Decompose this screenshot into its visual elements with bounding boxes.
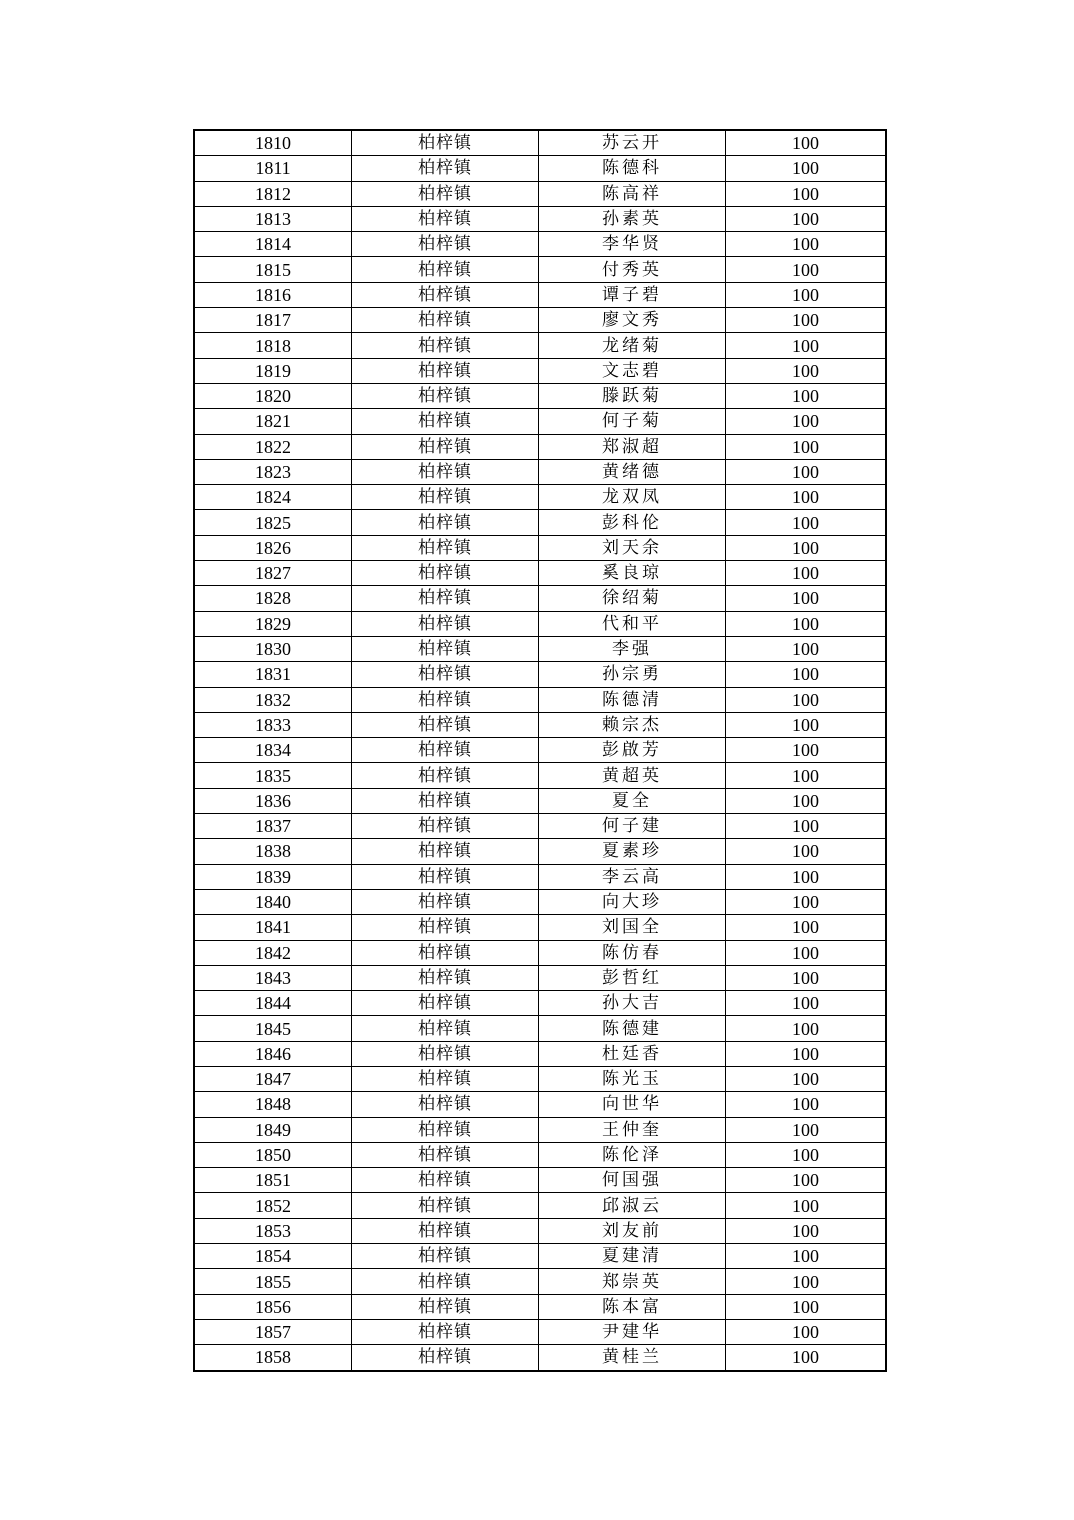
person-name-cell: 杜廷香 bbox=[539, 1041, 726, 1066]
table-row bbox=[194, 839, 886, 864]
person-name-cell: 苏云开 bbox=[539, 130, 726, 156]
amount-cell: 100 bbox=[726, 383, 887, 408]
person-name-cell: 李华贤 bbox=[539, 232, 726, 257]
table-row bbox=[194, 1193, 886, 1218]
town-cell: 柏梓镇 bbox=[352, 915, 539, 940]
amount-cell: 100 bbox=[726, 1168, 887, 1193]
person-name-cell: 龙绪菊 bbox=[539, 333, 726, 358]
table-row bbox=[194, 1066, 886, 1091]
row-number-cell: 1826 bbox=[194, 535, 352, 560]
row-number-cell: 1821 bbox=[194, 409, 352, 434]
town-cell: 柏梓镇 bbox=[352, 738, 539, 763]
person-name-cell: 谭子碧 bbox=[539, 282, 726, 307]
amount-cell: 100 bbox=[726, 1218, 887, 1243]
town-cell: 柏梓镇 bbox=[352, 940, 539, 965]
person-name-cell: 何国强 bbox=[539, 1168, 726, 1193]
person-name-cell: 徐绍菊 bbox=[539, 586, 726, 611]
amount-cell: 100 bbox=[726, 687, 887, 712]
person-name-cell: 夏全 bbox=[539, 788, 726, 813]
table-row bbox=[194, 181, 886, 206]
table-row bbox=[194, 232, 886, 257]
table-row bbox=[194, 535, 886, 560]
person-name-cell: 向世华 bbox=[539, 1092, 726, 1117]
amount-cell: 100 bbox=[726, 1294, 887, 1319]
row-number-cell: 1842 bbox=[194, 940, 352, 965]
table-row bbox=[194, 434, 886, 459]
row-number-cell: 1824 bbox=[194, 485, 352, 510]
table-row bbox=[194, 1319, 886, 1344]
town-cell: 柏梓镇 bbox=[352, 1092, 539, 1117]
table-row bbox=[194, 282, 886, 307]
amount-cell: 100 bbox=[726, 788, 887, 813]
town-cell: 柏梓镇 bbox=[352, 1193, 539, 1218]
row-number-cell: 1849 bbox=[194, 1117, 352, 1142]
row-number-cell: 1816 bbox=[194, 282, 352, 307]
row-number-cell: 1811 bbox=[194, 156, 352, 181]
person-name-cell: 赖宗杰 bbox=[539, 712, 726, 737]
row-number-cell: 1823 bbox=[194, 459, 352, 484]
person-name-cell: 邱淑云 bbox=[539, 1193, 726, 1218]
town-cell: 柏梓镇 bbox=[352, 308, 539, 333]
person-name-cell: 奚良琼 bbox=[539, 561, 726, 586]
amount-cell: 100 bbox=[726, 1345, 887, 1371]
table-row bbox=[194, 1142, 886, 1167]
person-name-cell: 文志碧 bbox=[539, 358, 726, 383]
amount-cell: 100 bbox=[726, 1016, 887, 1041]
person-name-cell: 刘友前 bbox=[539, 1218, 726, 1243]
town-cell: 柏梓镇 bbox=[352, 1345, 539, 1371]
town-cell: 柏梓镇 bbox=[352, 1218, 539, 1243]
person-name-cell: 郑崇英 bbox=[539, 1269, 726, 1294]
table-row bbox=[194, 1117, 886, 1142]
town-cell: 柏梓镇 bbox=[352, 510, 539, 535]
table-row bbox=[194, 459, 886, 484]
row-number-cell: 1819 bbox=[194, 358, 352, 383]
person-name-cell: 陈光玉 bbox=[539, 1066, 726, 1091]
row-number-cell: 1858 bbox=[194, 1345, 352, 1371]
town-cell: 柏梓镇 bbox=[352, 662, 539, 687]
table-row bbox=[194, 383, 886, 408]
table-row bbox=[194, 156, 886, 181]
person-name-cell: 孙宗勇 bbox=[539, 662, 726, 687]
town-cell: 柏梓镇 bbox=[352, 257, 539, 282]
data-table bbox=[193, 129, 887, 1372]
town-cell: 柏梓镇 bbox=[352, 991, 539, 1016]
town-cell: 柏梓镇 bbox=[352, 434, 539, 459]
person-name-cell: 龙双凤 bbox=[539, 485, 726, 510]
table-row bbox=[194, 864, 886, 889]
person-name-cell: 郑淑超 bbox=[539, 434, 726, 459]
amount-cell: 100 bbox=[726, 535, 887, 560]
table-row bbox=[194, 485, 886, 510]
town-cell: 柏梓镇 bbox=[352, 1041, 539, 1066]
table-row bbox=[194, 1218, 886, 1243]
town-cell: 柏梓镇 bbox=[352, 561, 539, 586]
town-cell: 柏梓镇 bbox=[352, 763, 539, 788]
person-name-cell: 陈德科 bbox=[539, 156, 726, 181]
amount-cell: 100 bbox=[726, 434, 887, 459]
table-row bbox=[194, 940, 886, 965]
town-cell: 柏梓镇 bbox=[352, 282, 539, 307]
person-name-cell: 黄桂兰 bbox=[539, 1345, 726, 1371]
table-row bbox=[194, 712, 886, 737]
table-row bbox=[194, 130, 886, 156]
person-name-cell: 孙素英 bbox=[539, 206, 726, 231]
row-number-cell: 1850 bbox=[194, 1142, 352, 1167]
amount-cell: 100 bbox=[726, 712, 887, 737]
town-cell: 柏梓镇 bbox=[352, 1117, 539, 1142]
row-number-cell: 1817 bbox=[194, 308, 352, 333]
town-cell: 柏梓镇 bbox=[352, 1142, 539, 1167]
amount-cell: 100 bbox=[726, 940, 887, 965]
amount-cell: 100 bbox=[726, 181, 887, 206]
row-number-cell: 1818 bbox=[194, 333, 352, 358]
town-cell: 柏梓镇 bbox=[352, 586, 539, 611]
table-row bbox=[194, 333, 886, 358]
row-number-cell: 1853 bbox=[194, 1218, 352, 1243]
row-number-cell: 1825 bbox=[194, 510, 352, 535]
person-name-cell: 彭哲红 bbox=[539, 965, 726, 990]
town-cell: 柏梓镇 bbox=[352, 156, 539, 181]
town-cell: 柏梓镇 bbox=[352, 130, 539, 156]
person-name-cell: 彭科伦 bbox=[539, 510, 726, 535]
row-number-cell: 1812 bbox=[194, 181, 352, 206]
amount-cell: 100 bbox=[726, 485, 887, 510]
amount-cell: 100 bbox=[726, 333, 887, 358]
town-cell: 柏梓镇 bbox=[352, 889, 539, 914]
row-number-cell: 1815 bbox=[194, 257, 352, 282]
row-number-cell: 1833 bbox=[194, 712, 352, 737]
person-name-cell: 陈本富 bbox=[539, 1294, 726, 1319]
town-cell: 柏梓镇 bbox=[352, 232, 539, 257]
row-number-cell: 1832 bbox=[194, 687, 352, 712]
amount-cell: 100 bbox=[726, 561, 887, 586]
town-cell: 柏梓镇 bbox=[352, 535, 539, 560]
person-name-cell: 李强 bbox=[539, 636, 726, 661]
row-number-cell: 1822 bbox=[194, 434, 352, 459]
row-number-cell: 1840 bbox=[194, 889, 352, 914]
row-number-cell: 1827 bbox=[194, 561, 352, 586]
amount-cell: 100 bbox=[726, 282, 887, 307]
amount-cell: 100 bbox=[726, 611, 887, 636]
town-cell: 柏梓镇 bbox=[352, 1066, 539, 1091]
table-row bbox=[194, 586, 886, 611]
person-name-cell: 李云高 bbox=[539, 864, 726, 889]
table-row bbox=[194, 358, 886, 383]
amount-cell: 100 bbox=[726, 130, 887, 156]
row-number-cell: 1839 bbox=[194, 864, 352, 889]
table-row bbox=[194, 1345, 886, 1371]
town-cell: 柏梓镇 bbox=[352, 611, 539, 636]
amount-cell: 100 bbox=[726, 889, 887, 914]
table-row bbox=[194, 1244, 886, 1269]
row-number-cell: 1829 bbox=[194, 611, 352, 636]
town-cell: 柏梓镇 bbox=[352, 1294, 539, 1319]
row-number-cell: 1820 bbox=[194, 383, 352, 408]
table-row bbox=[194, 763, 886, 788]
amount-cell: 100 bbox=[726, 965, 887, 990]
amount-cell: 100 bbox=[726, 864, 887, 889]
table-row bbox=[194, 991, 886, 1016]
town-cell: 柏梓镇 bbox=[352, 687, 539, 712]
person-name-cell: 尹建华 bbox=[539, 1319, 726, 1344]
table-row bbox=[194, 1294, 886, 1319]
table-row bbox=[194, 1092, 886, 1117]
town-cell: 柏梓镇 bbox=[352, 333, 539, 358]
table-row bbox=[194, 965, 886, 990]
amount-cell: 100 bbox=[726, 1117, 887, 1142]
row-number-cell: 1857 bbox=[194, 1319, 352, 1344]
amount-cell: 100 bbox=[726, 839, 887, 864]
town-cell: 柏梓镇 bbox=[352, 1244, 539, 1269]
town-cell: 柏梓镇 bbox=[352, 814, 539, 839]
amount-cell: 100 bbox=[726, 1319, 887, 1344]
table-row bbox=[194, 308, 886, 333]
amount-cell: 100 bbox=[726, 1244, 887, 1269]
row-number-cell: 1835 bbox=[194, 763, 352, 788]
table-row bbox=[194, 662, 886, 687]
town-cell: 柏梓镇 bbox=[352, 712, 539, 737]
amount-cell: 100 bbox=[726, 1193, 887, 1218]
amount-cell: 100 bbox=[726, 510, 887, 535]
person-name-cell: 廖文秀 bbox=[539, 308, 726, 333]
row-number-cell: 1846 bbox=[194, 1041, 352, 1066]
amount-cell: 100 bbox=[726, 257, 887, 282]
table-row bbox=[194, 561, 886, 586]
row-number-cell: 1854 bbox=[194, 1244, 352, 1269]
amount-cell: 100 bbox=[726, 738, 887, 763]
amount-cell: 100 bbox=[726, 1041, 887, 1066]
town-cell: 柏梓镇 bbox=[352, 1016, 539, 1041]
table-row bbox=[194, 788, 886, 813]
amount-cell: 100 bbox=[726, 636, 887, 661]
table-row bbox=[194, 1016, 886, 1041]
town-cell: 柏梓镇 bbox=[352, 485, 539, 510]
person-name-cell: 黄超英 bbox=[539, 763, 726, 788]
row-number-cell: 1814 bbox=[194, 232, 352, 257]
table-row bbox=[194, 915, 886, 940]
table-row bbox=[194, 510, 886, 535]
person-name-cell: 陈伦泽 bbox=[539, 1142, 726, 1167]
amount-cell: 100 bbox=[726, 232, 887, 257]
row-number-cell: 1844 bbox=[194, 991, 352, 1016]
town-cell: 柏梓镇 bbox=[352, 206, 539, 231]
amount-cell: 100 bbox=[726, 156, 887, 181]
town-cell: 柏梓镇 bbox=[352, 409, 539, 434]
person-name-cell: 夏建清 bbox=[539, 1244, 726, 1269]
town-cell: 柏梓镇 bbox=[352, 1269, 539, 1294]
town-cell: 柏梓镇 bbox=[352, 459, 539, 484]
amount-cell: 100 bbox=[726, 763, 887, 788]
person-name-cell: 夏素珍 bbox=[539, 839, 726, 864]
row-number-cell: 1837 bbox=[194, 814, 352, 839]
town-cell: 柏梓镇 bbox=[352, 864, 539, 889]
row-number-cell: 1828 bbox=[194, 586, 352, 611]
row-number-cell: 1836 bbox=[194, 788, 352, 813]
row-number-cell: 1831 bbox=[194, 662, 352, 687]
amount-cell: 100 bbox=[726, 662, 887, 687]
table-row bbox=[194, 889, 886, 914]
row-number-cell: 1841 bbox=[194, 915, 352, 940]
town-cell: 柏梓镇 bbox=[352, 1319, 539, 1344]
table-row bbox=[194, 814, 886, 839]
table-row bbox=[194, 1041, 886, 1066]
person-name-cell: 孙大吉 bbox=[539, 991, 726, 1016]
row-number-cell: 1813 bbox=[194, 206, 352, 231]
amount-cell: 100 bbox=[726, 814, 887, 839]
amount-cell: 100 bbox=[726, 991, 887, 1016]
person-name-cell: 陈高祥 bbox=[539, 181, 726, 206]
person-name-cell: 刘天余 bbox=[539, 535, 726, 560]
row-number-cell: 1810 bbox=[194, 130, 352, 156]
person-name-cell: 付秀英 bbox=[539, 257, 726, 282]
town-cell: 柏梓镇 bbox=[352, 839, 539, 864]
table-row bbox=[194, 687, 886, 712]
amount-cell: 100 bbox=[726, 358, 887, 383]
table-row bbox=[194, 206, 886, 231]
town-cell: 柏梓镇 bbox=[352, 181, 539, 206]
town-cell: 柏梓镇 bbox=[352, 636, 539, 661]
person-name-cell: 王仲奎 bbox=[539, 1117, 726, 1142]
town-cell: 柏梓镇 bbox=[352, 1168, 539, 1193]
person-name-cell: 黄绪德 bbox=[539, 459, 726, 484]
amount-cell: 100 bbox=[726, 1142, 887, 1167]
table-body bbox=[194, 130, 886, 1371]
town-cell: 柏梓镇 bbox=[352, 383, 539, 408]
row-number-cell: 1830 bbox=[194, 636, 352, 661]
row-number-cell: 1851 bbox=[194, 1168, 352, 1193]
row-number-cell: 1847 bbox=[194, 1066, 352, 1091]
row-number-cell: 1838 bbox=[194, 839, 352, 864]
amount-cell: 100 bbox=[726, 1066, 887, 1091]
row-number-cell: 1845 bbox=[194, 1016, 352, 1041]
person-name-cell: 彭啟芳 bbox=[539, 738, 726, 763]
person-name-cell: 刘国全 bbox=[539, 915, 726, 940]
amount-cell: 100 bbox=[726, 586, 887, 611]
person-name-cell: 代和平 bbox=[539, 611, 726, 636]
person-name-cell: 陈德清 bbox=[539, 687, 726, 712]
town-cell: 柏梓镇 bbox=[352, 788, 539, 813]
amount-cell: 100 bbox=[726, 459, 887, 484]
amount-cell: 100 bbox=[726, 206, 887, 231]
person-name-cell: 何子菊 bbox=[539, 409, 726, 434]
table-row bbox=[194, 738, 886, 763]
row-number-cell: 1852 bbox=[194, 1193, 352, 1218]
person-name-cell: 滕跃菊 bbox=[539, 383, 726, 408]
amount-cell: 100 bbox=[726, 1269, 887, 1294]
person-name-cell: 陈德建 bbox=[539, 1016, 726, 1041]
table-row bbox=[194, 409, 886, 434]
town-cell: 柏梓镇 bbox=[352, 358, 539, 383]
table-row bbox=[194, 1168, 886, 1193]
row-number-cell: 1843 bbox=[194, 965, 352, 990]
person-name-cell: 何子建 bbox=[539, 814, 726, 839]
table-row bbox=[194, 257, 886, 282]
row-number-cell: 1856 bbox=[194, 1294, 352, 1319]
row-number-cell: 1848 bbox=[194, 1092, 352, 1117]
person-name-cell: 向大珍 bbox=[539, 889, 726, 914]
amount-cell: 100 bbox=[726, 1092, 887, 1117]
amount-cell: 100 bbox=[726, 409, 887, 434]
table-row bbox=[194, 1269, 886, 1294]
amount-cell: 100 bbox=[726, 308, 887, 333]
table-row bbox=[194, 636, 886, 661]
town-cell: 柏梓镇 bbox=[352, 965, 539, 990]
table-row bbox=[194, 611, 886, 636]
row-number-cell: 1855 bbox=[194, 1269, 352, 1294]
amount-cell: 100 bbox=[726, 915, 887, 940]
row-number-cell: 1834 bbox=[194, 738, 352, 763]
person-name-cell: 陈仿春 bbox=[539, 940, 726, 965]
